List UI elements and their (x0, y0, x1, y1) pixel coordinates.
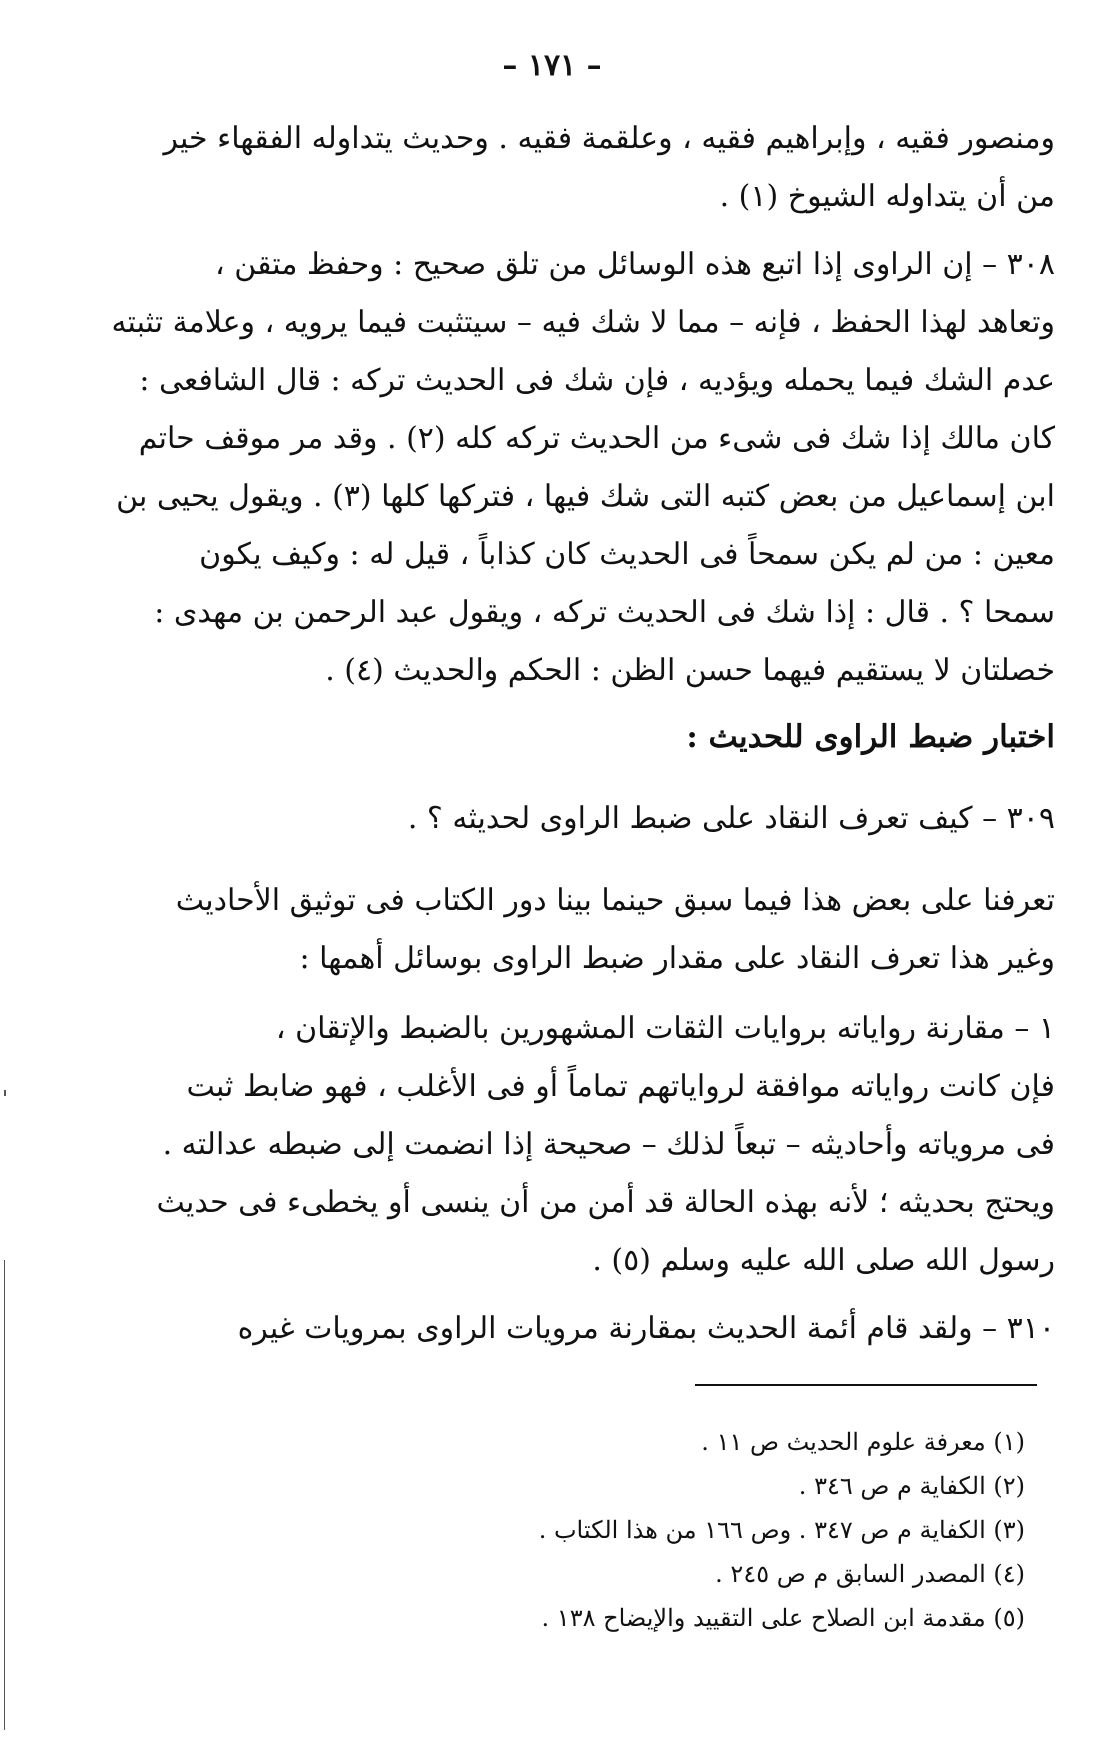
paragraph-309-body (175, 872, 1055, 988)
text-line: فى مروياته وأحاديثه – تبعاً لذلك – صحيحة إذا انضمت إلى ضبطه عدالته . (162, 1127, 1055, 1162)
footnote-1: (١) معرفة علوم الحديث ص ١١ . (701, 1428, 1025, 1456)
footnote-4: (٤) المصدر السابق م ص ٢٤٥ . (715, 1560, 1025, 1588)
text-line: فإن كانت رواياته موافقة لرواياتهم تماماً أو فى الأغلب ، فهو ضابط ثبت (186, 1069, 1055, 1104)
intro-paragraph (163, 110, 1055, 226)
paragraph-310 (215, 1300, 1055, 1358)
paragraph-309 (215, 790, 1055, 848)
text-line: سمحا ؟ . قال : إذا شك فى الحديث تركه ، ويقول عبد الرحمن بن مهدى : (154, 595, 1055, 630)
text-line: من أن يتداوله الشيوخ (١) . (719, 179, 1055, 214)
footnote-3: (٣) الكفاية م ص ٣٤٧ . وص ١٦٦ من هذا الكتاب . (538, 1516, 1025, 1544)
scan-edge-line (4, 1260, 5, 1730)
text-line: ١ – مقارنة رواياته بروايات الثقات المشهورين بالضبط والإتقان ، (275, 1011, 1055, 1046)
scan-mark (4, 1090, 6, 1096)
footnotes (400, 1420, 1025, 1640)
footnote-separator (695, 1384, 1037, 1386)
text-line: رسول الله صلى الله عليه وسلم (٥) . (592, 1243, 1055, 1278)
text-line: عدم الشك فيما يحمله ويؤديه ، فإن شك فى الحديث تركه : قال الشافعى : (139, 363, 1055, 398)
footnote-5: (٥) مقدمة ابن الصلاح على التقييد والإيضاح ١٣٨ . (541, 1604, 1025, 1632)
list-item-1 (156, 1000, 1055, 1290)
text-line: ٣١٠ – ولقد قام أئمة الحديث بمقارنة مرويات الراوى بمرويات غيره (237, 1311, 1055, 1346)
text-line: ويحتج بحديثه ؛ لأنه بهذه الحالة قد أمن من أن ينسى أو يخطىء فى حديث (156, 1185, 1055, 1220)
text-line: وتعاهد لهذا الحفظ ، فإنه – مما لا شك فيه – سيتثبت فيما يرويه ، وعلامة تثبته (111, 305, 1055, 340)
text-line: ابن إسماعيل من بعض كتبه التى شك فيها ، فتركها كلها (٣) . ويقول يحيى بن (116, 479, 1055, 514)
text-line: ٣٠٨ – إن الراوى إذا اتبع هذه الوسائل من تلق صحيح : وحفظ متقن ، (215, 247, 1055, 282)
text-line: ومنصور فقيه ، وإبراهيم فقيه ، وعلقمة فقيه . وحديث يتداوله الفقهاء خير (163, 121, 1055, 156)
text-line: معين : من لم يكن سمحاً فى الحديث كان كذاباً ، قيل له : وكيف يكون (199, 537, 1055, 572)
text-line: وغير هذا تعرف النقاد على مقدار ضبط الراوى بوسائل أهمها : (299, 941, 1055, 976)
text-line: خصلتان لا يستقيم فيهما حسن الظن : الحكم والحديث (٤) . (325, 653, 1055, 688)
text-line: ٣٠٩ – كيف تعرف النقاد على ضبط الراوى لحديثه ؟ . (407, 801, 1055, 836)
paragraph-308 (111, 236, 1055, 700)
section-heading: اختبار ضبط الراوى للحديث : (686, 719, 1055, 755)
text-line: كان مالك إذا شك فى شىء من الحديث تركه كله (٢) . وقد مر موقف حاتم (138, 421, 1055, 456)
text-line: تعرفنا على بعض هذا فيما سبق حينما بينا دور الكتاب فى توثيق الأحاديث (175, 883, 1055, 918)
footnote-2: (٢) الكفاية م ص ٣٤٦ . (798, 1472, 1025, 1500)
page-number: – ١٧١ – (502, 48, 602, 83)
